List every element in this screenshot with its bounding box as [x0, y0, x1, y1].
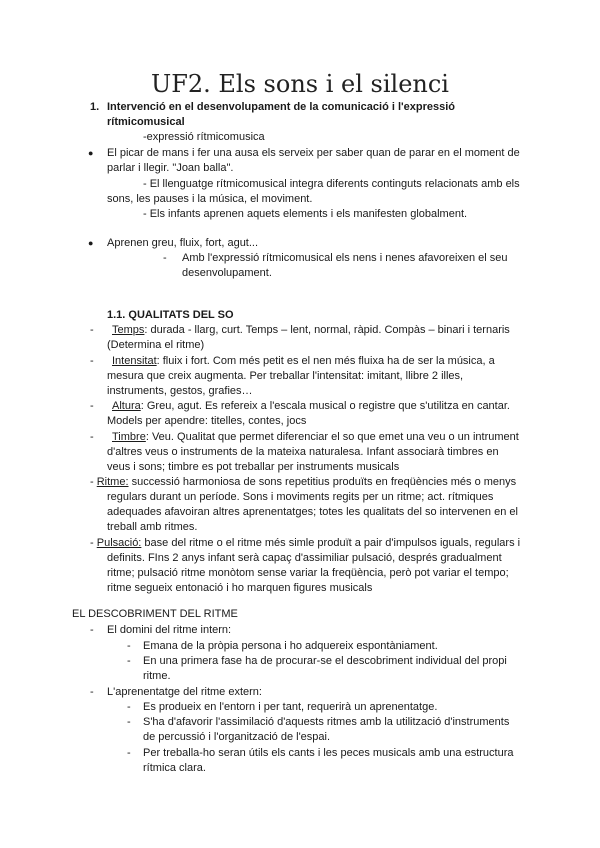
dash-text-cont: sons, les pauses i la música, el moviment. — [107, 193, 313, 205]
dash-text: - Els infants aprenen aquets elements i els manifesten globalment. — [143, 208, 468, 220]
section-subtitle: -expressió rítmicomusica — [143, 131, 265, 143]
intensitat-text-cont: instruments, gestos, grafies… — [107, 385, 253, 397]
dash-text: Amb l'expressió rítmicomusical els nens i nenes afavoreixen el seu — [182, 252, 508, 264]
bullet-text: El picar de mans i fer una ausa els serveix per saber quan de parar en el moment de — [107, 147, 520, 159]
section-heading-cont: rítmicomusical — [107, 116, 185, 128]
list-item-altura — [112, 399, 510, 414]
term-altura: Altura — [112, 400, 141, 412]
dash-marker: - — [90, 431, 94, 443]
term-temps: Temps — [112, 324, 145, 336]
timbre-text: : Veu. Qualitat que permet diferenciar el so que emet una veu o un intrument — [145, 431, 519, 443]
ritme-text-cont: treball amb ritmes. — [107, 521, 198, 533]
list-item: L'aprenentatge del ritme extern: — [107, 686, 262, 698]
sub-list-item-cont: ritme. — [143, 670, 171, 682]
sub-list-item: Emana de la pròpia persona i ho adquereix espontàniament. — [143, 640, 438, 652]
dash-marker: - — [127, 747, 131, 759]
dash-marker: - — [90, 400, 94, 412]
term-intensitat: Intensitat — [112, 355, 157, 367]
list-item-ritme — [90, 475, 516, 490]
sub-list-item: Per treballa-ho seran útils els cants i les peces musicals amb una estructura — [143, 747, 514, 759]
dash-marker: - — [90, 324, 94, 336]
term-ritme: Ritme: — [96, 476, 129, 488]
ritme-text: successió harmoniosa de sons repetitius produïts en freqüències més o menys — [128, 476, 517, 488]
list-item-pulsacio — [90, 536, 520, 551]
bullet-text: Aprenen greu, fluix, fort, agut... — [107, 237, 259, 249]
bullet-icon: ● — [88, 238, 94, 248]
dash-marker: - — [127, 716, 131, 728]
subsection-heading: 1.1. QUALITATS DEL SO — [107, 309, 234, 321]
pulsacio-text-cont: ritme segueix entonació i ho marquen figures musicals — [107, 582, 373, 594]
sub-list-item: S'ha d'afavorir l'assimilació d'aquests ritmes amb la utilització d'instruments — [143, 716, 510, 728]
pulsacio-text-cont: definits. FIns 2 anys infant serà capaç d'assimiliar pulsació, després gradualment — [107, 552, 502, 564]
intensitat-text: : fluix i fort. Com més petit es el nen més fluixa ha de ser la música, a — [156, 355, 495, 367]
timbre-text-cont: veus i sons; timbre es pot treballar per instruments musicals — [107, 461, 400, 473]
dash-marker: - — [127, 640, 131, 652]
list-item-timbre — [112, 430, 519, 445]
temps-text: : durada - llarg, curt. Temps – lent, normal, ràpid. Compàs – binari i ternaris — [144, 324, 510, 336]
dash-marker: - — [163, 252, 167, 264]
dash-marker: - — [90, 624, 94, 636]
dash-marker: - — [90, 355, 94, 367]
pulsacio-text: base del ritme o el ritme més simle produït a pair d'impulsos iguals, regulars i — [141, 537, 521, 549]
dash-marker: - — [127, 701, 131, 713]
bullet-icon: ● — [88, 148, 94, 158]
sub-list-item-cont: rítmica clara. — [143, 762, 206, 774]
page-title: UF2. Els sons i el silenci — [151, 70, 449, 98]
bullet-text-cont: parlar i llegir. "Joan balla". — [107, 162, 234, 174]
dash-text-cont: desenvolupament. — [182, 267, 272, 279]
sub-list-item-cont: de percussió i l'organització de l'espai. — [143, 731, 331, 743]
ritme-text-cont: adequades afavoiran altres aprenentatges; totes les qualitats del so intervenen en el — [107, 506, 518, 518]
pulsacio-text-cont: ritme; pulsació ritme monòtom sense variar la freqüència, però pot variar el tempo; — [107, 567, 509, 579]
dash-marker: - — [90, 686, 94, 698]
section-number: 1. — [90, 101, 100, 113]
dash-marker: - — [127, 655, 131, 667]
list-item-intensitat — [112, 354, 495, 369]
temps-text-cont: (Determina el ritme) — [107, 339, 205, 351]
intensitat-text-cont: mesura que creix augmenta. Per treballar l'intensitat: imitant, llibre 2 illes, — [107, 370, 464, 382]
sub-list-item: En una primera fase ha de procurar-se el descobriment individual del propi — [143, 655, 507, 667]
ritme-text-cont: regulars durant un període. Sons i moviments regits per un ritme; act. rítmiques — [107, 491, 494, 503]
term-timbre: Timbre — [112, 431, 146, 443]
sub-list-item: Es produeix en l'entorn i per tant, requerirà un aprenentatge. — [143, 701, 438, 713]
list-item-temps — [112, 323, 510, 338]
section-heading-descobriment: EL DESCOBRIMENT DEL RITME — [72, 608, 238, 620]
timbre-text-cont: d'altres veus o instruments de la mateixa naturalesa. Infant associarà timbres en — [107, 446, 499, 458]
altura-text: : Greu, agut. Es refereix a l'escala musical o registre que s'utilitza en cantar. — [140, 400, 510, 412]
list-item: El domini del ritme intern: — [107, 624, 232, 636]
section-heading: Intervenció en el desenvolupament de la comunicació i l'expressió — [107, 101, 456, 113]
term-pulsacio: Pulsació: — [96, 537, 142, 549]
altura-text-cont: Models per apendre: titelles, contes, jocs — [107, 415, 307, 427]
dash-text: - El llenguatge rítmicomusical integra diferents continguts relacionats amb els — [143, 178, 520, 190]
dash-marker: - — [90, 537, 97, 549]
dash-marker: - — [90, 476, 97, 488]
